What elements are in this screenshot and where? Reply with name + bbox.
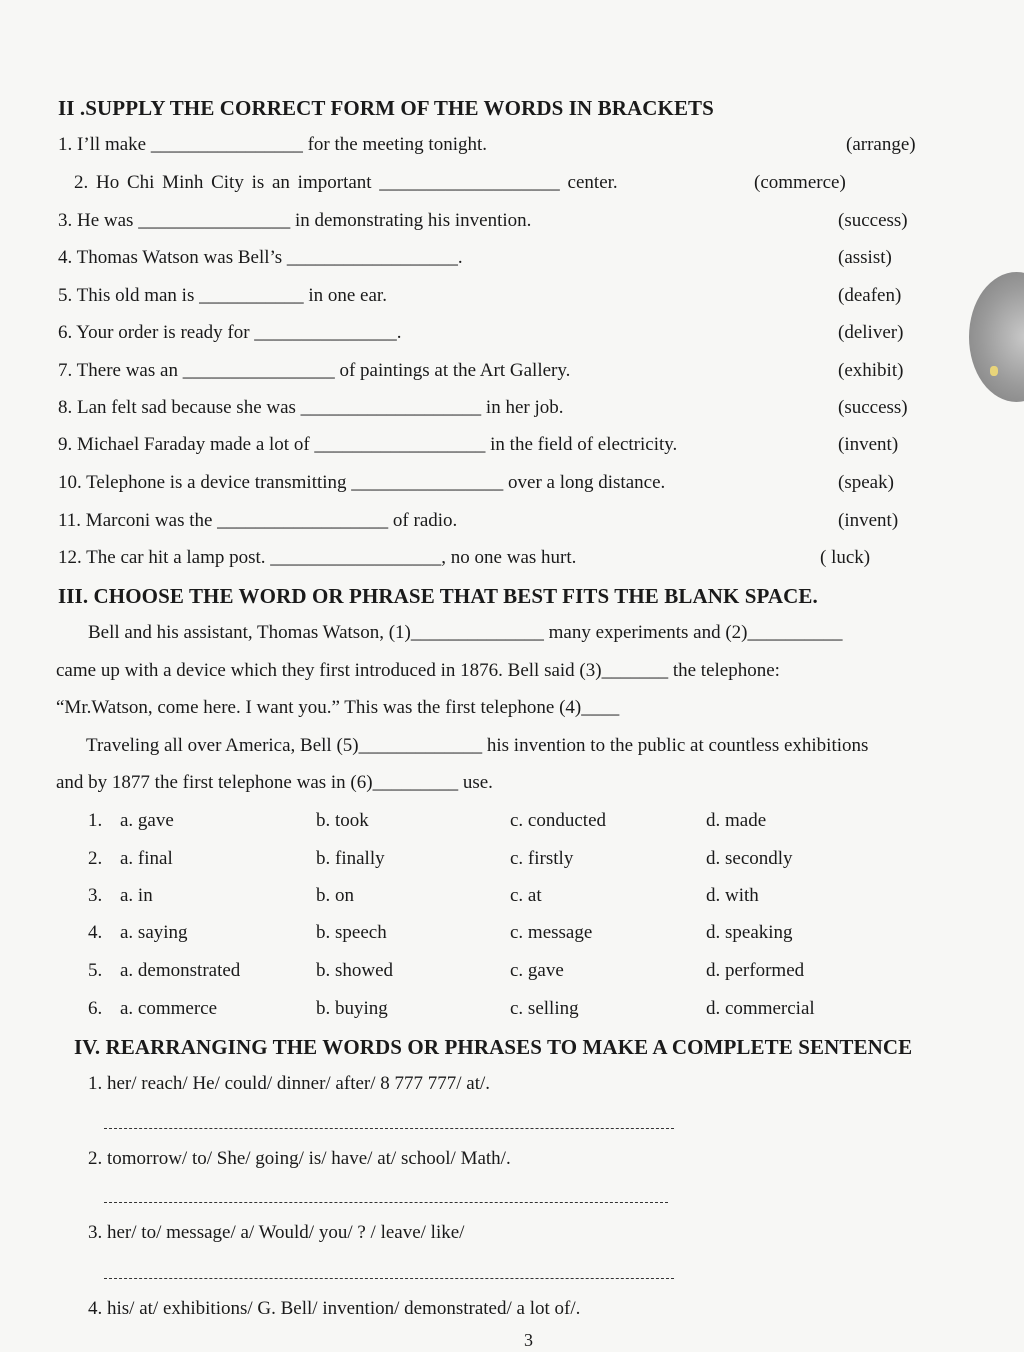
option-num-1: 1. [88,810,103,831]
s2-hint-2: (commerce) [754,172,846,193]
option-4c: c. message [510,922,593,943]
option-1a: a. gave [120,810,174,831]
option-1c: c. conducted [510,810,607,831]
s2-item-12: 12. The car hit a lamp post. __________________, no one was hurt. [58,547,577,568]
option-6b: b. buying [316,998,388,1019]
passage-line-2: came up with a device which they first introduced in 1876. Bell said (3)_______ the telephone: [56,660,780,681]
option-num-3: 3. [88,885,103,906]
s2-hint-5: (deafen) [838,285,902,306]
page-number: 3 [524,1330,533,1350]
section-4-title: IV. REARRANGING THE WORDS OR PHRASES TO MAKE A COMPLETE SENTENCE [74,1035,913,1059]
s2-hint-6: (deliver) [838,322,904,343]
option-2b: b. finally [316,848,385,869]
option-3c: c. at [510,885,542,906]
s2-hint-4: (assist) [838,247,892,268]
s4-answer-line-3[interactable] [104,1278,674,1279]
option-2c: c. firstly [510,848,574,869]
s2-item-2: 2. Ho Chi Minh City is an important ___________________ center. [74,172,618,193]
s4-item-3: 3. her/ to/ message/ a/ Would/ you/ ? / leave/ like/ [88,1222,465,1243]
s2-item-11: 11. Marconi was the __________________ of radio. [58,510,458,531]
s2-hint-10: (speak) [838,472,894,493]
option-num-2: 2. [88,848,103,869]
s2-item-7: 7. There was an ________________ of paintings at the Art Gallery. [58,360,571,381]
s2-item-8: 8. Lan felt sad because she was ___________________ in her job. [58,397,564,418]
option-2d: d. secondly [706,848,793,869]
option-3b: b. on [316,885,354,906]
s2-hint-12: ( luck) [820,547,871,568]
s2-hint-11: (invent) [838,510,899,531]
passage-line-4: Traveling all over America, Bell (5)_____________ his invention to the public at countless exhibitions [86,735,869,756]
s2-hint-1: (arrange) [846,134,916,155]
option-6c: c. selling [510,998,579,1019]
s2-item-4: 4. Thomas Watson was Bell’s __________________. [58,247,463,268]
option-4d: d. speaking [706,922,793,943]
option-1d: d. made [706,810,767,831]
option-2a: a. final [120,848,173,869]
s2-item-10: 10. Telephone is a device transmitting ________________ over a long distance. [58,472,666,493]
s2-hint-8: (success) [838,397,908,418]
s4-answer-line-1[interactable] [104,1128,674,1129]
s4-item-2: 2. tomorrow/ to/ She/ going/ is/ have/ at/ school/ Math/. [88,1148,511,1169]
option-5c: c. gave [510,960,564,981]
s2-hint-7: (exhibit) [838,360,904,381]
section-2-title: II .SUPPLY THE CORRECT FORM OF THE WORDS IN BRACKETS [58,96,714,120]
option-num-5: 5. [88,960,103,981]
s2-item-5: 5. This old man is ___________ in one ear. [58,285,387,306]
option-num-6: 6. [88,998,103,1019]
option-3a: a. in [120,885,153,906]
s2-hint-3: (success) [838,210,908,231]
option-4a: a. saying [120,922,188,943]
option-5a: a. demonstrated [120,960,241,981]
s4-item-1: 1. her/ reach/ He/ could/ dinner/ after/ 8 777 777/ at/. [88,1073,491,1094]
option-3d: d. with [706,885,759,906]
passage-line-3: “Mr.Watson, come here. I want you.” This was the first telephone (4)____ [56,697,620,718]
s2-item-9: 9. Michael Faraday made a lot of __________________ in the field of electricity. [58,434,678,455]
option-num-4: 4. [88,922,103,943]
option-6d: d. commercial [706,998,815,1019]
option-5d: d. performed [706,960,805,981]
s2-item-3: 3. He was ________________ in demonstrating his invention. [58,210,532,231]
s2-item-6: 6. Your order is ready for _______________. [58,322,402,343]
s2-hint-9: (invent) [838,434,899,455]
option-4b: b. speech [316,922,387,943]
section-3-title: III. CHOOSE THE WORD OR PHRASE THAT BEST FITS THE BLANK SPACE. [58,584,818,608]
passage-line-5: and by 1877 the first telephone was in (6)_________ use. [56,772,493,793]
s4-item-4: 4. his/ at/ exhibitions/ G. Bell/ invention/ demonstrated/ a lot of/. [88,1298,581,1319]
s2-item-1: 1. I’ll make ________________ for the meeting tonight. [58,134,488,155]
option-6a: a. commerce [120,998,218,1019]
photo-fragment-highlight [990,366,998,376]
option-5b: b. showed [316,960,394,981]
option-1b: b. took [316,810,369,831]
photo-fragment [969,272,1024,402]
passage-line-1: Bell and his assistant, Thomas Watson, (1)______________ many experiments and (2)__________ [88,622,843,643]
s4-answer-line-2[interactable] [104,1202,668,1203]
